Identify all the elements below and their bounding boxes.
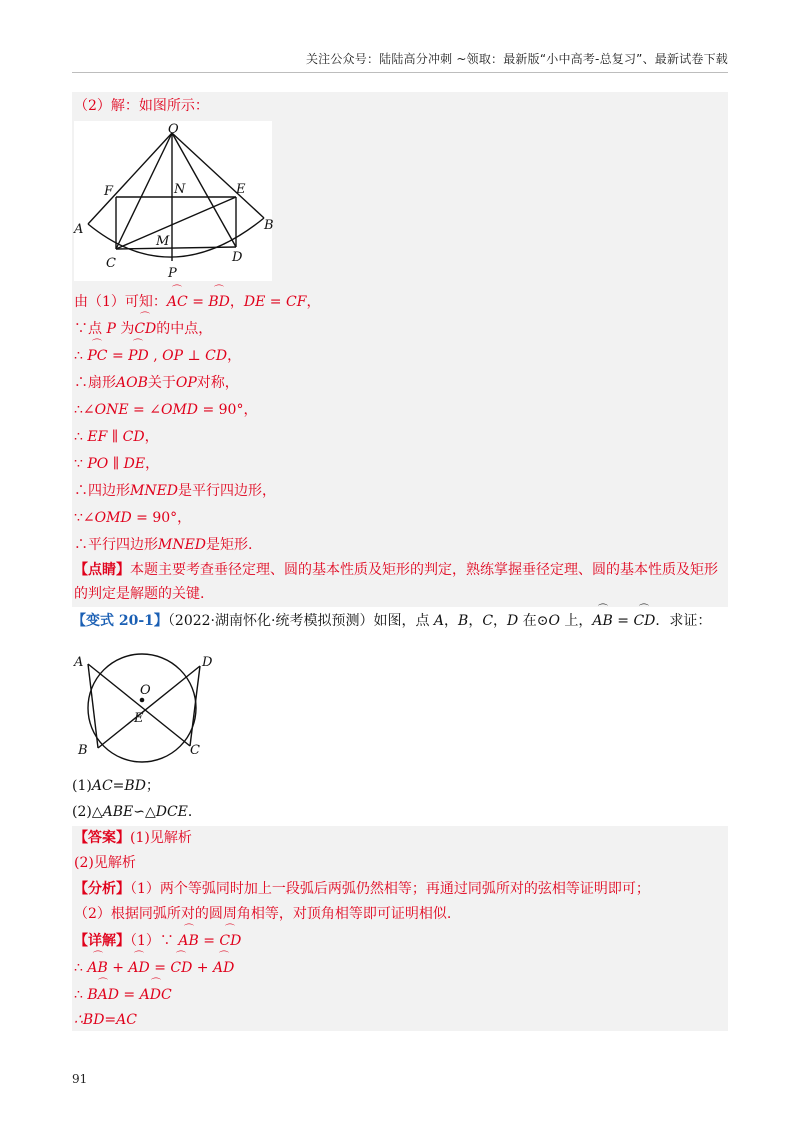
variant-text: （2022·湖南怀化·统考模拟预测）如图，点 A，B，C，D 在⊙O 上，⌒ AB = ⌒ CD．求证：	[168, 613, 711, 629]
sector-diagram	[74, 121, 272, 281]
label-E2: E	[134, 711, 144, 726]
circle-figure	[72, 650, 224, 768]
sol-line-5: ∴∠ONE = ∠OMD = 90°，	[74, 402, 258, 418]
sol-line-8: ∴四边形MNED是平行四边形，	[74, 483, 277, 499]
sol-line-2: ∵点 P 为⌒ CD的中点，	[74, 319, 212, 339]
label-A: A	[74, 222, 84, 237]
answer-text-2: (2)见解析	[74, 855, 136, 871]
detail-label: 【详解】	[74, 933, 130, 949]
label-P: P	[168, 266, 177, 281]
dianjing-label: 【点睛】	[74, 562, 130, 578]
page-number: 91	[72, 1072, 88, 1086]
detail-line-4: ∴BD=AC	[74, 1012, 137, 1028]
analysis-text-2: （2）根据同弧所对的圆周角相等，对顶角相等即可证明相似.	[74, 906, 452, 922]
detail-line-2: ∴ ⌒ AB + ⌒ AD = ⌒ CD + ⌒ AD	[74, 958, 234, 978]
sol-line-4: ∴扇形AOB关于OP对称，	[74, 375, 239, 391]
label-M: M	[156, 234, 170, 249]
detail-line-3: ∴ ⌒ BAD = ⌒ ADC	[74, 985, 172, 1005]
dianjing	[74, 560, 718, 580]
label-B2: B	[78, 743, 88, 758]
answer-text: (1)见解析	[130, 830, 192, 846]
label-N: N	[174, 182, 186, 197]
label-O2: O	[140, 683, 151, 698]
dianjing-cont: 的判定是解题的关键.	[74, 586, 205, 602]
sol-line-7: ∵ PO ∥ DE，	[74, 456, 160, 472]
answer	[74, 828, 192, 848]
dianjing-text: 本题主要考查垂径定理、圆的基本性质及矩形的判定，熟练掌握垂径定理、圆的基本性质及矩形	[130, 562, 718, 578]
label-D: D	[232, 250, 243, 265]
question-2: (2)△ABE∽△DCE．	[72, 804, 202, 820]
analysis-label: 【分析】	[74, 881, 130, 897]
sol-line-6: ∴ EF ∥ CD，	[74, 429, 159, 445]
label-E: E	[236, 182, 246, 197]
label-D2: D	[202, 655, 213, 670]
variant-header	[72, 611, 711, 631]
label-C: C	[106, 256, 116, 271]
sol-line-10: ∴平行四边形MNED是矩形.	[74, 537, 253, 553]
analysis-text: （1）两个等弧同时加上一段弧后两弧仍然相等；再通过同弧所对的弦相等证明即可；	[130, 881, 650, 897]
page-header: 关注公众号：陆陆高分冲刺 ~领取：最新版“小中高考-总复习”、最新试卷下载	[305, 52, 728, 66]
sol-line-3: ∴ ⌒ PC = ⌒ PD , OP ⊥ CD，	[74, 346, 241, 366]
header-rule	[72, 72, 728, 73]
answer-label: 【答案】	[74, 830, 130, 846]
sol-line-1: 由（1）可知：⌒ AC = ⌒ BD，DE = CF，	[74, 292, 320, 312]
label-B: B	[264, 218, 274, 233]
sector-figure	[74, 121, 272, 281]
detail-text: （1）∵ ⌒ AB = ⌒ CD	[130, 933, 241, 949]
label-A2: A	[74, 655, 84, 670]
solution-intro: （2）解：如图所示：	[74, 98, 209, 114]
circle-diagram	[72, 650, 224, 768]
label-C2: C	[190, 743, 200, 758]
label-O: O	[168, 122, 179, 137]
analysis	[74, 879, 650, 899]
question-1: (1)AC=BD；	[72, 778, 160, 794]
label-F: F	[104, 184, 114, 199]
variant-label: 【变式 20-1】	[72, 613, 168, 629]
sol-line-9: ∵∠OMD = 90°，	[74, 510, 192, 526]
